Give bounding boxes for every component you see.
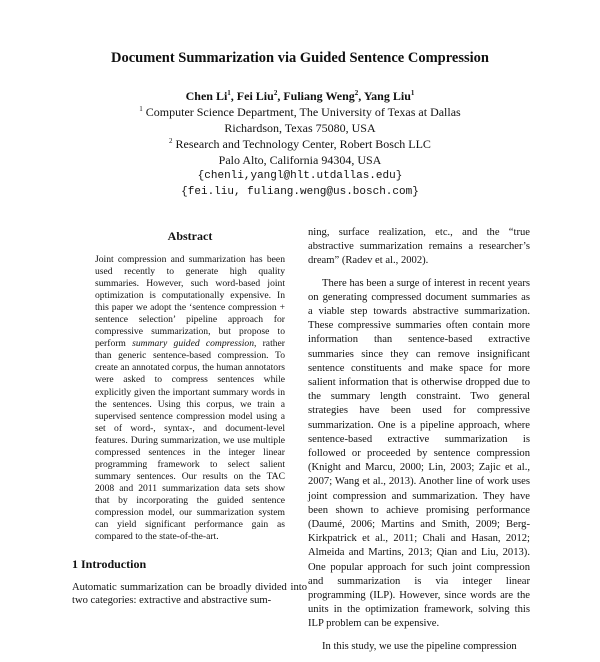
paragraph-continuation: ning, surface realization, etc., and the “true abstractive summarization remains a researcher’s dream” (Radev et al., 2002). — [308, 227, 530, 267]
affiliation-1 — [0, 104, 600, 120]
abstract-body — [95, 254, 285, 543]
affil-sup: 2 — [169, 137, 173, 145]
paper-title: Document Summarization via Guided Sentence Compression — [111, 50, 489, 66]
author-name: Yang Liu — [363, 89, 411, 103]
section-heading-introduction: 1 Introduction — [72, 557, 147, 571]
author-block — [0, 88, 600, 200]
affil-line: Computer Science Department, The University of Texas at Dallas — [145, 105, 461, 119]
author-name: Chen Li — [185, 89, 228, 103]
affil-sup: 1 — [139, 105, 143, 113]
affiliation-2-address: Palo Alto, California 94304, USA — [218, 153, 382, 167]
author-name: Fei Liu — [236, 89, 274, 103]
author-name: Fuliang Weng — [283, 89, 355, 103]
author-sup: 1 — [227, 89, 231, 97]
abstract-emphasis: summary guided compression — [132, 338, 254, 350]
intro-paragraph: Automatic summarization can be broadly divided into two categories: extractive and abstractive sum- — [72, 582, 307, 606]
author-sup: 1 — [410, 89, 415, 97]
author-sup: 2 — [273, 89, 278, 97]
author-sup: 2 — [354, 89, 359, 97]
abstract-text-1: Joint compression and summarization has been used recently to generate high quality summaries. However, such word-based joint optimization is computationally expensive. In this paper we adopt the ‘sentence compression + sentence selection’ pipeline approach for compressive summarization, but propose to perform — [95, 254, 285, 350]
author-names: Chen Li$^1$, Fei Liu$^2$, Fuliang Weng$^2$, Yang Liu$^1$ — [185, 89, 415, 103]
abstract-heading: Abstract — [167, 229, 213, 243]
email-line-1: {chenli,yangl@hlt.utdallas.edu} — [197, 170, 403, 182]
affiliation-2 — [0, 136, 600, 152]
abstract-text-2: , rather than generic sentence-based compression. To create an annotated corpus, the human annotators were asked to compress sentences while explicitly given the important summary words in the sentences. Using this corpus, we train a supervised sentence compression model using a set of word-, syntax-, and document-level features. During summarization, we use multiple compressed sentences in the integer linear programming framework to select salient summary sentences. Our results on the TAC 2008 and 2011 summarization data sets show that by incorporating the guided sentence compression model, our summarization system can yield significant performance gain as compared to the state-of-the-art. — [95, 338, 285, 543]
paragraph: There has been a surge of interest in recent years on generating compressed document summaries as a viable step towards abstractive summarization. These compressive summaries often contain more information than sentence-based extractive summaries since they can remove insignificant sentence constituents and make space for more salient information that is otherwise dropped due to the summary length constraint. Two general strategies have been used for compressive summarization. One is a pipeline approach, where sentence-based extractive summarization is followed or proceeded by sentence compression (Knight and Marcu, 2000; Lin, 2003; Zajic et al., 2007; Wang et al., 2013). Another line of work uses joint compression and summarization. They have been shown to achieve promising performance (Daumé, 2006; Martins and Smith, 2009; Berg-Kirkpatrick et al., 2011; Chali and Hasan, 2012; Almeida and Martins, 2013; Qian and Liu, 2013). One popular approach for such joint compression and summarization is via integer linear programming (ILP). However, since words are the units in the optimization framework, solving this ILP problem can be expensive. — [308, 277, 530, 630]
right-column — [308, 226, 530, 662]
paragraph: In this study, we use the pipeline compression — [322, 640, 517, 652]
affil-line: Research and Technology Center, Robert Bosch LLC — [175, 137, 431, 151]
affiliation-1-address: Richardson, Texas 75080, USA — [224, 121, 376, 135]
email-line-2: {fei.liu, fuliang.weng@us.bosch.com} — [181, 186, 419, 198]
